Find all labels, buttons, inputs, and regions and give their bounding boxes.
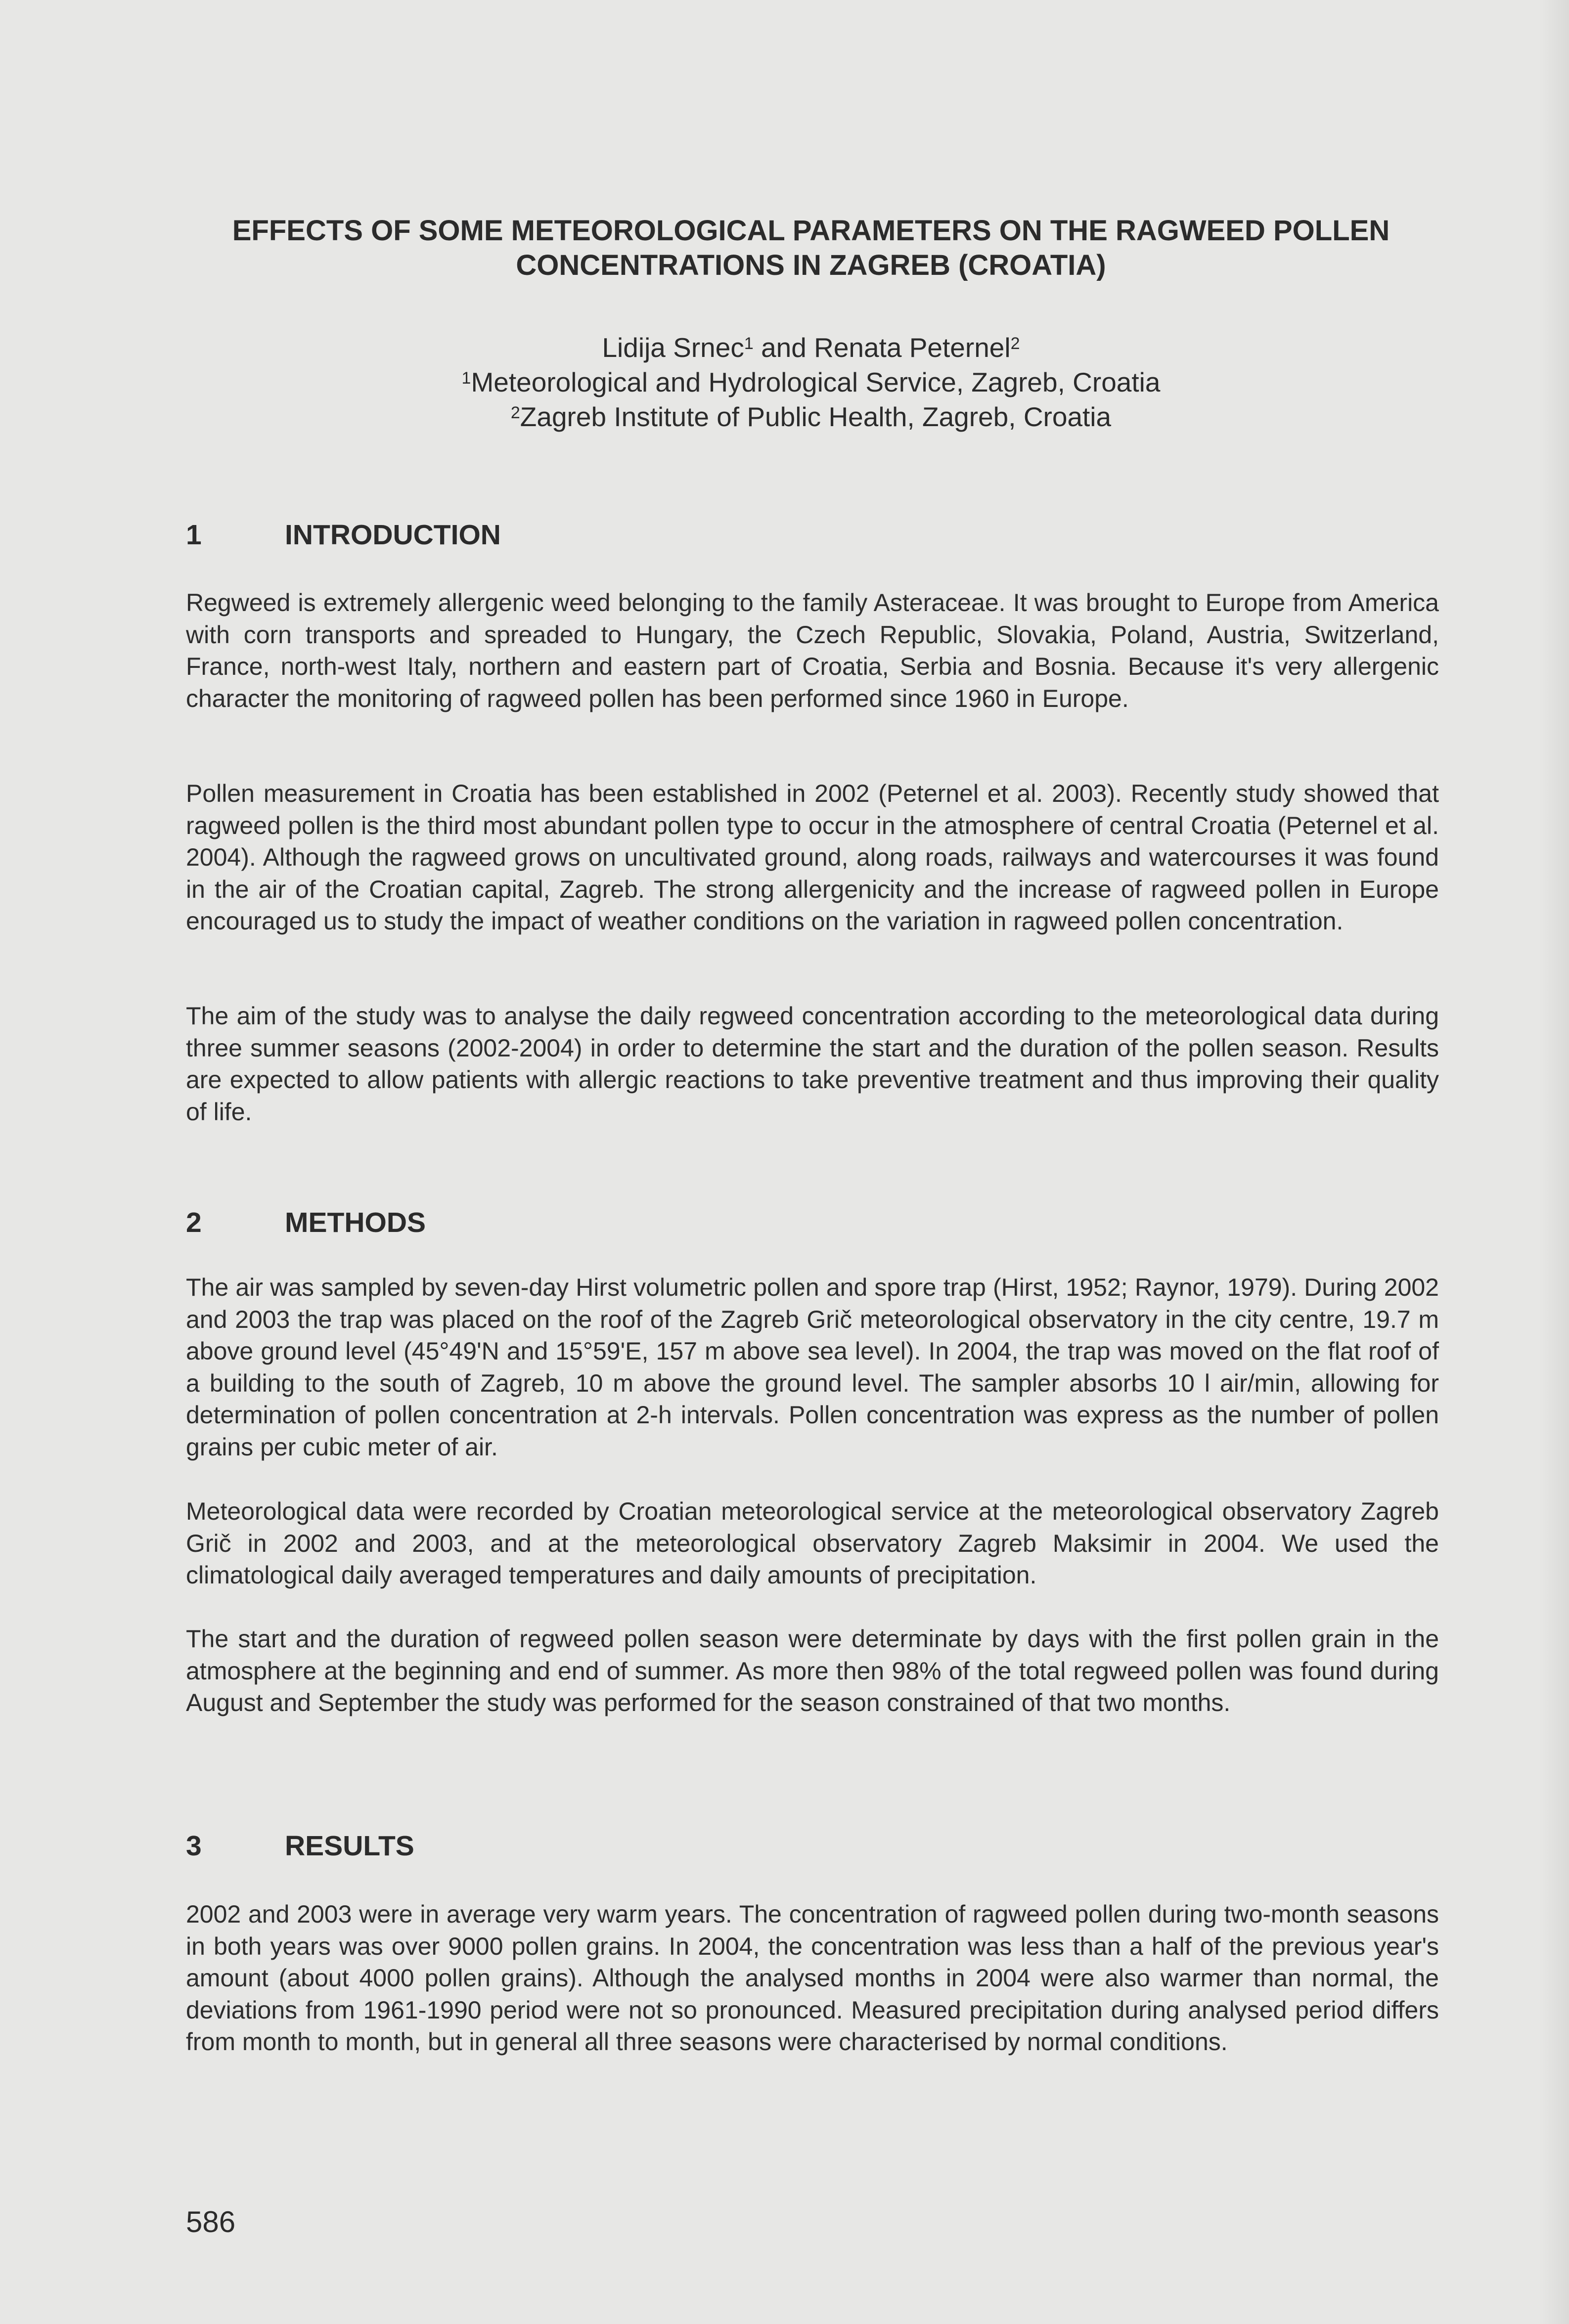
- section-heading-methods: [186, 1205, 426, 1240]
- paper-title: EFFECTS OF SOME METEOROLOGICAL PARAMETERS ON THE RAGWEED POLLEN CONCENTRATIONS IN ZAGREB (CROATIA): [232, 215, 1390, 281]
- author-conjunction: and: [761, 332, 807, 363]
- paragraph: Meteorological data were recorded by Croatian meteorological service at the meteorological observatory Zagreb Grič in 2002 and 2003, and at the meteorological observatory Zagreb Maksimir in 2004. We used the climatological daily averaged temperatures and daily amounts of precipitation.: [186, 1497, 1439, 1589]
- section-title: RESULTS: [285, 1830, 414, 1862]
- section-number: 2: [186, 1207, 202, 1238]
- affiliation-line: [148, 365, 1474, 399]
- section-title: METHODS: [285, 1207, 426, 1238]
- section-number: 1: [186, 519, 202, 551]
- affiliation-text: Meteorological and Hydrological Service, Zagreb, Croatia: [471, 367, 1161, 397]
- paragraph: 2002 and 2003 were in average very warm years. The concentration of ragweed pollen during two-month seasons in both years was over 9000 pollen grains. In 2004, the concentration was less than a half of the previous year's amount (about 4000 pollen grains). Although the analysed months in 2004 were also warmer than normal, the deviations from 1961-1990 period were not so pronounced. Measured precipitation during analysed period differs from month to month, but in general all three seasons were characterised by normal conditions.: [186, 1900, 1439, 2056]
- paragraph: The air was sampled by seven-day Hirst volumetric pollen and spore trap (Hirst, 1952; Raynor, 1979). During 2002 and 2003 the trap was placed on the roof of the Zagreb Grič meteorological observatory in the city centre, 19.7 m above ground level (45°49'N and 15°59'E, 157 m above sea level). In 2004, the trap was moved on the flat roof of a building to the south of Zagreb, 10 m above the ground level. The sampler absorbs 10 l air/min, allowing for determination of pollen concentration at 2-h intervals. Pollen concentration was express as the number of pollen grains per cubic meter of air.: [186, 1273, 1439, 1461]
- author-line: [148, 330, 1474, 365]
- paragraph: The start and the duration of regweed pollen season were determinate by days with the first pollen grain in the atmosphere at the beginning and end of summer. As more then 98% of the total regweed pollen was found during August and September the study was performed for the season constrained of that two months.: [186, 1625, 1439, 1716]
- affiliation-marker: 1: [744, 334, 754, 353]
- author-name: Renata Peternel: [814, 332, 1011, 363]
- paragraph: The aim of the study was to analyse the daily regweed concentration according to the meteorological data during three summer seasons (2002-2004) in order to determine the start and the duration of the pollen season. Results are expected to allow patients with allergic reactions to take preventive treatment and thus improving their quality of life.: [186, 1002, 1439, 1126]
- affiliation-marker: 1: [461, 369, 471, 388]
- affiliation-text: Zagreb Institute of Public Health, Zagreb, Croatia: [520, 401, 1112, 432]
- page-edge-shadow: [1539, 0, 1569, 2324]
- affiliation-marker: 2: [1010, 334, 1020, 353]
- section-heading-introduction: [186, 518, 501, 552]
- paragraph: Pollen measurement in Croatia has been established in 2002 (Peternel et al. 2003). Recently study showed that ragweed pollen is the third most abundant pollen type to occur in the atmosphere of central Croatia (Peternel et al. 2004). Although the ragweed grows on uncultivated ground, along roads, railways and watercourses it was found in the air of the Croatian capital, Zagreb. The strong allergenicity and the increase of ragweed pollen in Europe encouraged us to study the impact of weather conditions on the variation in ragweed pollen concentration.: [186, 780, 1439, 935]
- section-number: 3: [186, 1830, 202, 1862]
- section-title: INTRODUCTION: [285, 519, 501, 551]
- page-number: 586: [186, 2205, 236, 2238]
- author-name: Lidija Srnec: [602, 332, 744, 363]
- author-block: [148, 330, 1474, 434]
- paragraph: Regweed is extremely allergenic weed belonging to the family Asteraceae. It was brought to Europe from America with corn transports and spreaded to Hungary, the Czech Republic, Slovakia, Poland, Austria, Switzerland, France, north-west Italy, northern and eastern part of Croatia, Serbia and Bosnia. Because it's very allergenic character the monitoring of ragweed pollen has been performed since 1960 in Europe.: [186, 589, 1439, 712]
- section-heading-results: [186, 1829, 414, 1863]
- affiliation-marker: 2: [510, 403, 520, 422]
- affiliation-line: [148, 399, 1474, 434]
